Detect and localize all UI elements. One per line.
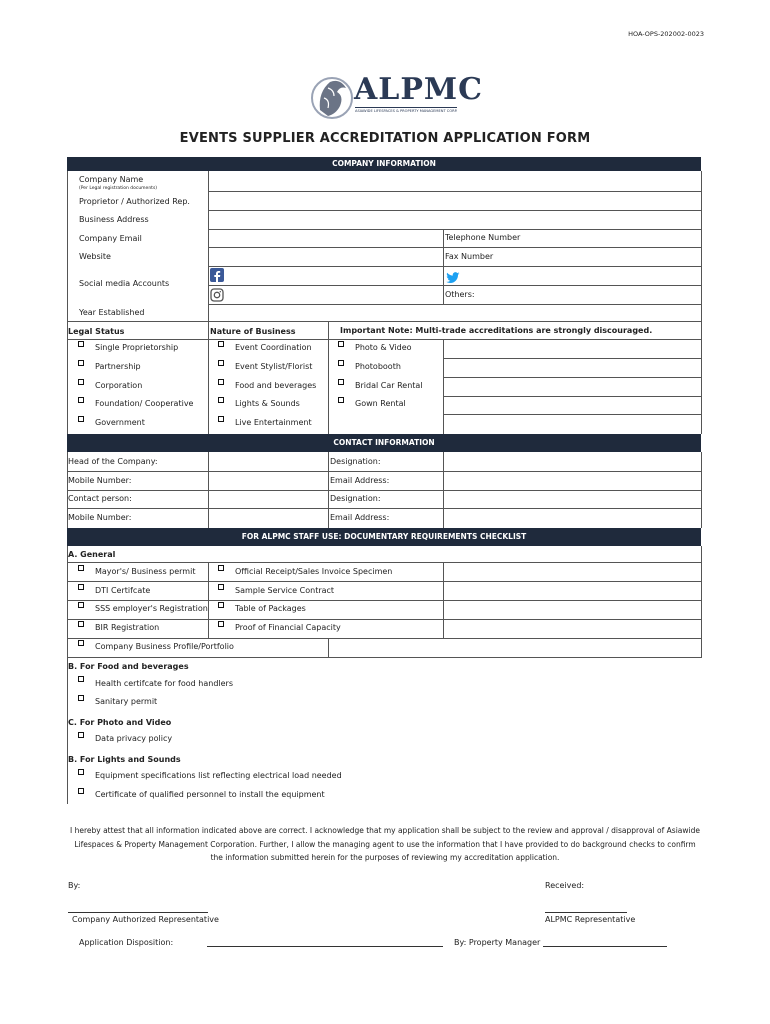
proprietor-label: Proprietor / Authorized Rep. [79,197,190,206]
disposition-label: Application Disposition: [79,938,174,947]
legal-item: Foundation/ Cooperative [95,399,194,408]
general-title: A. General [68,550,116,559]
company-rep-label: Company Authorized Representative [72,915,219,924]
food-item: Sanitary permit [95,697,158,706]
legal-item: Single Proprietorship [95,343,179,352]
legal-status-header: Legal Status [68,327,125,336]
email-address-label: Email Address: [330,513,390,522]
telephone-label: Telephone Number [445,233,521,242]
general-item: Proof of Financial Capacity [235,623,341,632]
photo-title: C. For Photo and Video [68,718,172,727]
facebook-icon [210,268,224,282]
designation-label: Designation: [330,494,381,503]
company-email-label: Company Email [79,234,142,243]
general-item: Official Receipt/Sales Invoice Specimen [235,567,393,576]
company-info-header: COMPANY INFORMATION [67,157,701,171]
social-media-label: Social media Accounts [79,279,170,288]
property-manager-signature-line[interactable] [543,946,667,947]
food-item: Health certifcate for food handlers [95,679,233,688]
checkbox-data-privacy[interactable] [78,732,84,738]
year-established-label: Year Established [79,308,145,317]
checkbox-government[interactable] [78,416,84,422]
nature-item: Bridal Car Rental [355,381,423,390]
legal-item: Government [95,418,145,427]
multi-trade-note: Important Note: Multi-trade accreditations are strongly discouraged. [340,326,653,335]
nature-item: Live Entertainment [235,418,312,427]
checkbox-equipment-specs[interactable] [78,769,84,775]
designation-label: Designation: [330,457,381,466]
checkbox-sss-registration[interactable] [78,602,84,608]
lights-item: Equipment specifications list reflecting electrical load needed [95,771,342,780]
checkbox-event-coordination[interactable] [218,341,224,347]
website-label: Website [79,252,111,261]
general-item: Company Business Profile/Portfolio [95,642,234,651]
checklist-header: FOR ALPMC STAFF USE: DOCUMENTARY REQUIREMENTS CHECKLIST [67,528,701,546]
mobile-number-label: Mobile Number: [68,476,132,485]
checkbox-food-beverages[interactable] [218,379,224,385]
checkbox-live-entertainment[interactable] [218,416,224,422]
checkbox-foundation-cooperative[interactable] [78,397,84,403]
fax-label: Fax Number [445,252,494,261]
legal-item: Partnership [95,362,141,371]
general-item: Mayor's/ Business permit [95,567,196,576]
twitter-icon [446,269,460,281]
general-item: Sample Service Contract [235,586,335,595]
general-item: SSS employer's Registration [95,604,208,613]
company-name-label: Company Name [79,175,144,184]
checkbox-dti-certificate[interactable] [78,584,84,590]
company-logo [310,72,484,124]
reference-code: HOA-OPS-202002-0023 [628,30,704,38]
lights-item: Certificate of qualified personnel to install the equipment [95,790,325,799]
lion-emblem-icon [310,74,354,124]
checkbox-sample-contract[interactable] [218,584,224,590]
checkbox-photobooth[interactable] [338,360,344,366]
general-item: DTI Certifcate [95,586,151,595]
business-address-label: Business Address [79,215,149,224]
checkbox-corporation[interactable] [78,379,84,385]
checkbox-lights-sounds[interactable] [218,397,224,403]
property-manager-label: By: Property Manager [454,938,541,947]
checkbox-gown-rental[interactable] [338,397,344,403]
contact-person-label: Contact person: [68,494,132,503]
instagram-icon [210,287,224,301]
lights-title: B. For Lights and Sounds [68,755,181,764]
alpmc-rep-label: ALPMC Representative [545,915,636,924]
disposition-line[interactable] [207,946,443,947]
checkbox-mayors-permit[interactable] [78,565,84,571]
nature-item: Gown Rental [355,399,406,408]
head-of-company-label: Head of the Company: [68,457,158,466]
photo-item: Data privacy policy [95,734,173,743]
logo-name: ALPMC [354,72,484,107]
checkbox-health-certificate[interactable] [78,676,84,682]
nature-business-header: Nature of Business [210,327,296,336]
general-item: Table of Packages [235,604,306,613]
checkbox-sanitary-permit[interactable] [78,695,84,701]
nature-item: Food and beverages [235,381,317,390]
contact-info-header: CONTACT INFORMATION [67,434,701,452]
checkbox-bir-registration[interactable] [78,621,84,627]
nature-item: Event Coordination [235,343,312,352]
company-name-note: (Per Legal registration documents) [79,186,158,191]
nature-item: Event Stylist/Florist [235,362,313,371]
logo-subtitle: ASIAWIDE LIFESPACES & PROPERTY MANAGEMENT CORP. [355,109,458,113]
checkbox-table-packages[interactable] [218,602,224,608]
nature-item: Lights & Sounds [235,399,300,408]
email-address-label: Email Address: [330,476,390,485]
general-item: BIR Registration [95,623,160,632]
checkbox-business-profile[interactable] [78,640,84,646]
nature-item: Photobooth [355,362,401,371]
checkbox-partnership[interactable] [78,360,84,366]
checkbox-single-proprietorship[interactable] [78,341,84,347]
food-title: B. For Food and beverages [68,662,189,671]
checkbox-official-receipt[interactable] [218,565,224,571]
others-label: Others: [445,290,475,299]
company-rep-signature-line[interactable] [68,912,208,913]
attestation-text: I hereby attest that all information indicated above are correct. I acknowledge that my application shall be subject to the review and approval / disapproval of Asiawide Lifespaces & Property Management Corporation. Further, I allow the managing agent to use the information that I have provided to do background checks to confirm the information submitted herein for the purposes of reviewing my accreditation application. [70,826,700,862]
checkbox-qualified-personnel[interactable] [78,788,84,794]
checkbox-financial-capacity[interactable] [218,621,224,627]
checkbox-event-stylist[interactable] [218,360,224,366]
checkbox-bridal-car-rental[interactable] [338,379,344,385]
form-title: EVENTS SUPPLIER ACCREDITATION APPLICATION FORM [179,131,591,146]
alpmc-rep-signature-line[interactable] [545,912,627,913]
received-label: Received: [545,881,585,890]
checkbox-photo-video[interactable] [338,341,344,347]
mobile-number-label: Mobile Number: [68,513,132,522]
legal-item: Corporation [95,381,143,390]
nature-item: Photo & Video [355,343,412,352]
by-label: By: [68,881,81,890]
